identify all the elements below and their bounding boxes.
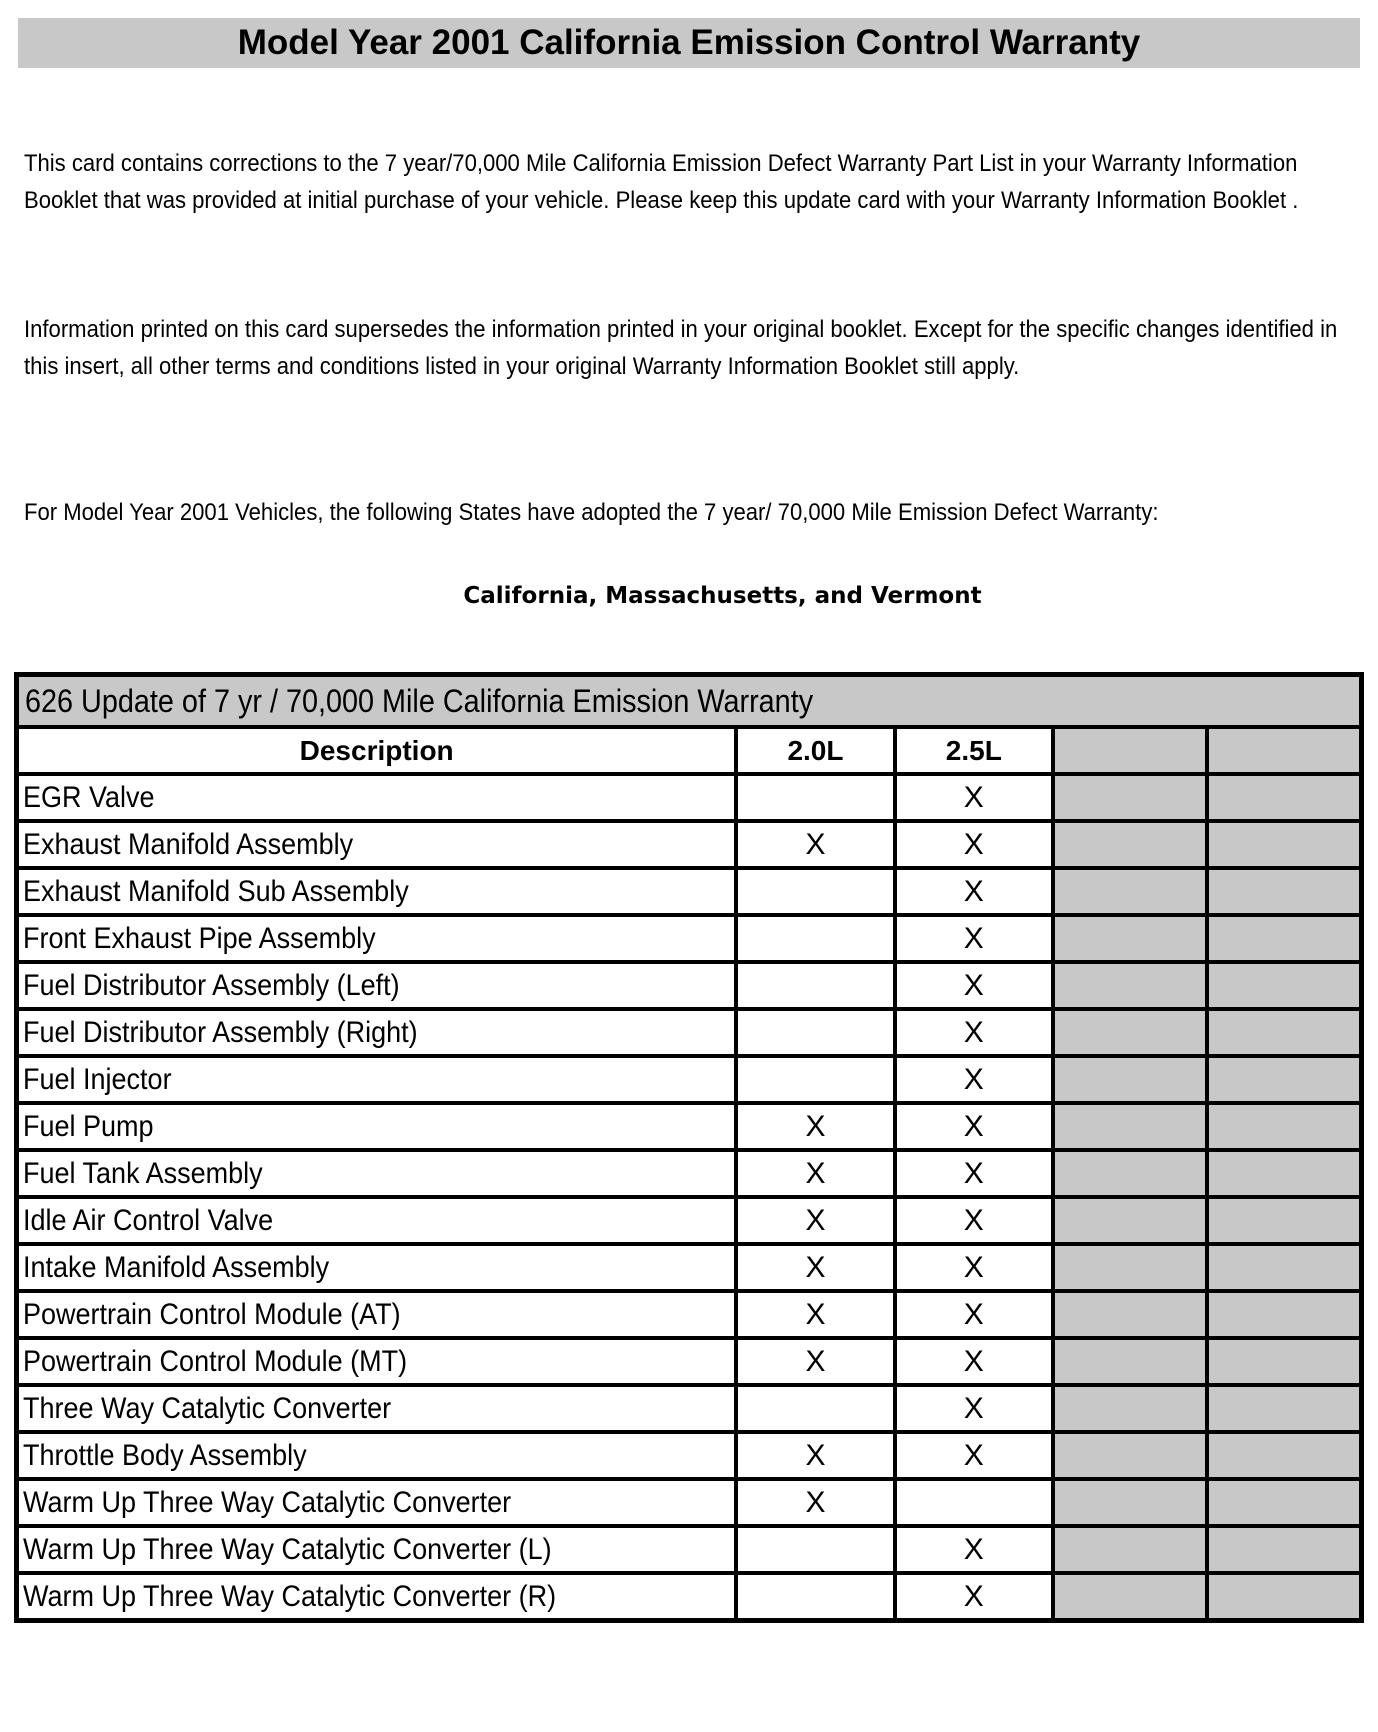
- part-description: [17, 1103, 737, 1150]
- part-description: [17, 1056, 737, 1103]
- part-description: [17, 868, 737, 915]
- cell-blank-1: [1053, 1197, 1207, 1244]
- cell-2-5l: X: [895, 1197, 1053, 1244]
- table-row: [17, 1338, 1362, 1385]
- header-2-0l: 2.0L: [736, 727, 894, 774]
- part-description: [17, 821, 737, 868]
- cell-blank-1: [1053, 1385, 1207, 1432]
- cell-2-5l: X: [895, 868, 1053, 915]
- cell-2-5l: X: [895, 1244, 1053, 1291]
- warranty-parts-table: [14, 672, 1364, 1623]
- cell-2-0l: [736, 915, 894, 962]
- cell-2-0l: [736, 1385, 894, 1432]
- cell-blank-1: [1053, 1432, 1207, 1479]
- table-row: [17, 1150, 1362, 1197]
- table-row: [17, 1479, 1362, 1526]
- part-description: [17, 1150, 737, 1197]
- part-description-text: Fuel Pump: [23, 1109, 154, 1143]
- cell-2-0l: [736, 1056, 894, 1103]
- header-description: Description: [17, 727, 737, 774]
- part-description-text: EGR Valve: [23, 780, 155, 814]
- table-row: [17, 1009, 1362, 1056]
- cell-blank-1: [1053, 1338, 1207, 1385]
- cell-2-0l: X: [736, 821, 894, 868]
- table-row: [17, 1056, 1362, 1103]
- table-title: [17, 675, 1362, 728]
- part-description-text: Fuel Tank Assembly: [23, 1156, 263, 1190]
- part-description-text: Intake Manifold Assembly: [23, 1250, 330, 1284]
- cell-blank-1: [1053, 915, 1207, 962]
- cell-2-0l: X: [736, 1338, 894, 1385]
- cell-blank-2: [1207, 1009, 1361, 1056]
- header-blank-2: [1207, 727, 1361, 774]
- part-description: [17, 1385, 737, 1432]
- part-description: [17, 1197, 737, 1244]
- cell-blank-1: [1053, 962, 1207, 1009]
- part-description-text: Warm Up Three Way Catalytic Converter (R): [23, 1579, 557, 1613]
- cell-blank-2: [1207, 821, 1361, 868]
- cell-2-0l: X: [736, 1103, 894, 1150]
- table-row: [17, 774, 1362, 821]
- table-row: [17, 1526, 1362, 1573]
- cell-blank-2: [1207, 1573, 1361, 1621]
- table-row: [17, 962, 1362, 1009]
- cell-2-5l: X: [895, 1150, 1053, 1197]
- cell-blank-1: [1053, 868, 1207, 915]
- part-description: [17, 1338, 737, 1385]
- cell-blank-2: [1207, 774, 1361, 821]
- cell-2-5l: X: [895, 1009, 1053, 1056]
- cell-blank-2: [1207, 1338, 1361, 1385]
- cell-2-0l: [736, 774, 894, 821]
- part-description-text: Front Exhaust Pipe Assembly: [23, 921, 376, 955]
- header-2-5l: 2.5L: [895, 727, 1053, 774]
- cell-blank-2: [1207, 1432, 1361, 1479]
- cell-blank-2: [1207, 1150, 1361, 1197]
- cell-blank-1: [1053, 821, 1207, 868]
- part-description: [17, 1009, 737, 1056]
- part-description: [17, 1244, 737, 1291]
- cell-2-5l: X: [895, 915, 1053, 962]
- cell-blank-1: [1053, 1479, 1207, 1526]
- intro-paragraph: This card contains corrections to the 7 year/70,000 Mile California Emission Defect Warranty Part List in your Warranty Information Booklet that was provided at initial purchase of your vehicle. Please keep this update card with your Warranty Information Booklet .: [24, 150, 1299, 214]
- part-description: [17, 1432, 737, 1479]
- cell-blank-2: [1207, 868, 1361, 915]
- cell-blank-1: [1053, 1009, 1207, 1056]
- part-description: [17, 774, 737, 821]
- cell-blank-2: [1207, 1291, 1361, 1338]
- part-description-text: Fuel Injector: [23, 1062, 172, 1096]
- cell-blank-2: [1207, 1197, 1361, 1244]
- cell-2-0l: [736, 962, 894, 1009]
- cell-blank-2: [1207, 915, 1361, 962]
- part-description-text: Warm Up Three Way Catalytic Converter: [23, 1485, 512, 1519]
- cell-2-0l: [736, 1009, 894, 1056]
- cell-2-0l: X: [736, 1479, 894, 1526]
- part-description-text: Idle Air Control Valve: [23, 1203, 274, 1237]
- part-description: [17, 1479, 737, 1526]
- table-row: [17, 1197, 1362, 1244]
- cell-blank-1: [1053, 1573, 1207, 1621]
- cell-2-5l: X: [895, 1056, 1053, 1103]
- supersede-paragraph: Information printed on this card supersedes the information printed in your original booklet. Except for the specific changes identified in this insert, all other terms and conditions listed in your original Warranty Information Booklet still apply.: [24, 316, 1338, 380]
- cell-2-5l: X: [895, 1432, 1053, 1479]
- cell-blank-1: [1053, 1244, 1207, 1291]
- part-description: [17, 1573, 737, 1621]
- cell-2-0l: X: [736, 1197, 894, 1244]
- table-row: [17, 1103, 1362, 1150]
- part-description-text: Exhaust Manifold Assembly: [23, 827, 354, 861]
- table-row: [17, 821, 1362, 868]
- cell-blank-2: [1207, 1385, 1361, 1432]
- cell-blank-1: [1053, 1150, 1207, 1197]
- part-description-text: Powertrain Control Module (MT): [23, 1344, 408, 1378]
- table-title-text: 626 Update of 7 yr / 70,000 Mile California Emission Warranty: [25, 682, 814, 719]
- table-row: [17, 915, 1362, 962]
- cell-2-5l: X: [895, 1291, 1053, 1338]
- cell-2-0l: [736, 1573, 894, 1621]
- part-description: [17, 1526, 737, 1573]
- header-blank-1: [1053, 727, 1207, 774]
- cell-2-0l: [736, 1526, 894, 1573]
- part-description: [17, 1291, 737, 1338]
- part-description-text: Fuel Distributor Assembly (Left): [23, 968, 400, 1002]
- cell-2-5l: X: [895, 962, 1053, 1009]
- part-description-text: Warm Up Three Way Catalytic Converter (L): [23, 1532, 552, 1566]
- part-description-text: Exhaust Manifold Sub Assembly: [23, 874, 409, 908]
- cell-blank-1: [1053, 1526, 1207, 1573]
- states-list: California, Massachusetts, and Vermont: [463, 583, 982, 609]
- cell-2-0l: [736, 868, 894, 915]
- table-row: [17, 868, 1362, 915]
- cell-2-5l: X: [895, 1338, 1053, 1385]
- cell-2-5l: X: [895, 1385, 1053, 1432]
- table-row: [17, 1432, 1362, 1479]
- part-description-text: Fuel Distributor Assembly (Right): [23, 1015, 418, 1049]
- cell-blank-2: [1207, 1526, 1361, 1573]
- cell-2-0l: X: [736, 1291, 894, 1338]
- part-description-text: Throttle Body Assembly: [23, 1438, 307, 1472]
- table-header-row: [17, 727, 1362, 774]
- cell-2-5l: X: [895, 1526, 1053, 1573]
- cell-2-5l: [895, 1479, 1053, 1526]
- states-intro-paragraph: For Model Year 2001 Vehicles, the following States have adopted the 7 year/ 70,000 Mile Emission Defect Warranty:: [24, 499, 1159, 526]
- page-title: Model Year 2001 California Emission Control Warranty: [18, 18, 1360, 68]
- cell-blank-2: [1207, 1056, 1361, 1103]
- table-body: [17, 774, 1362, 1621]
- cell-2-5l: X: [895, 1103, 1053, 1150]
- part-description-text: Three Way Catalytic Converter: [23, 1391, 392, 1425]
- cell-blank-2: [1207, 1244, 1361, 1291]
- cell-2-0l: X: [736, 1150, 894, 1197]
- cell-blank-1: [1053, 1103, 1207, 1150]
- cell-2-5l: X: [895, 1573, 1053, 1621]
- table-row: [17, 1291, 1362, 1338]
- cell-blank-1: [1053, 774, 1207, 821]
- cell-2-0l: X: [736, 1432, 894, 1479]
- table-row: [17, 1385, 1362, 1432]
- part-description-text: Powertrain Control Module (AT): [23, 1297, 401, 1331]
- part-description: [17, 962, 737, 1009]
- table-row: [17, 1573, 1362, 1621]
- cell-blank-1: [1053, 1056, 1207, 1103]
- cell-2-5l: X: [895, 821, 1053, 868]
- cell-blank-2: [1207, 1103, 1361, 1150]
- cell-blank-1: [1053, 1291, 1207, 1338]
- cell-2-5l: X: [895, 774, 1053, 821]
- table-row: [17, 1244, 1362, 1291]
- cell-blank-2: [1207, 1479, 1361, 1526]
- cell-2-0l: X: [736, 1244, 894, 1291]
- part-description: [17, 915, 737, 962]
- cell-blank-2: [1207, 962, 1361, 1009]
